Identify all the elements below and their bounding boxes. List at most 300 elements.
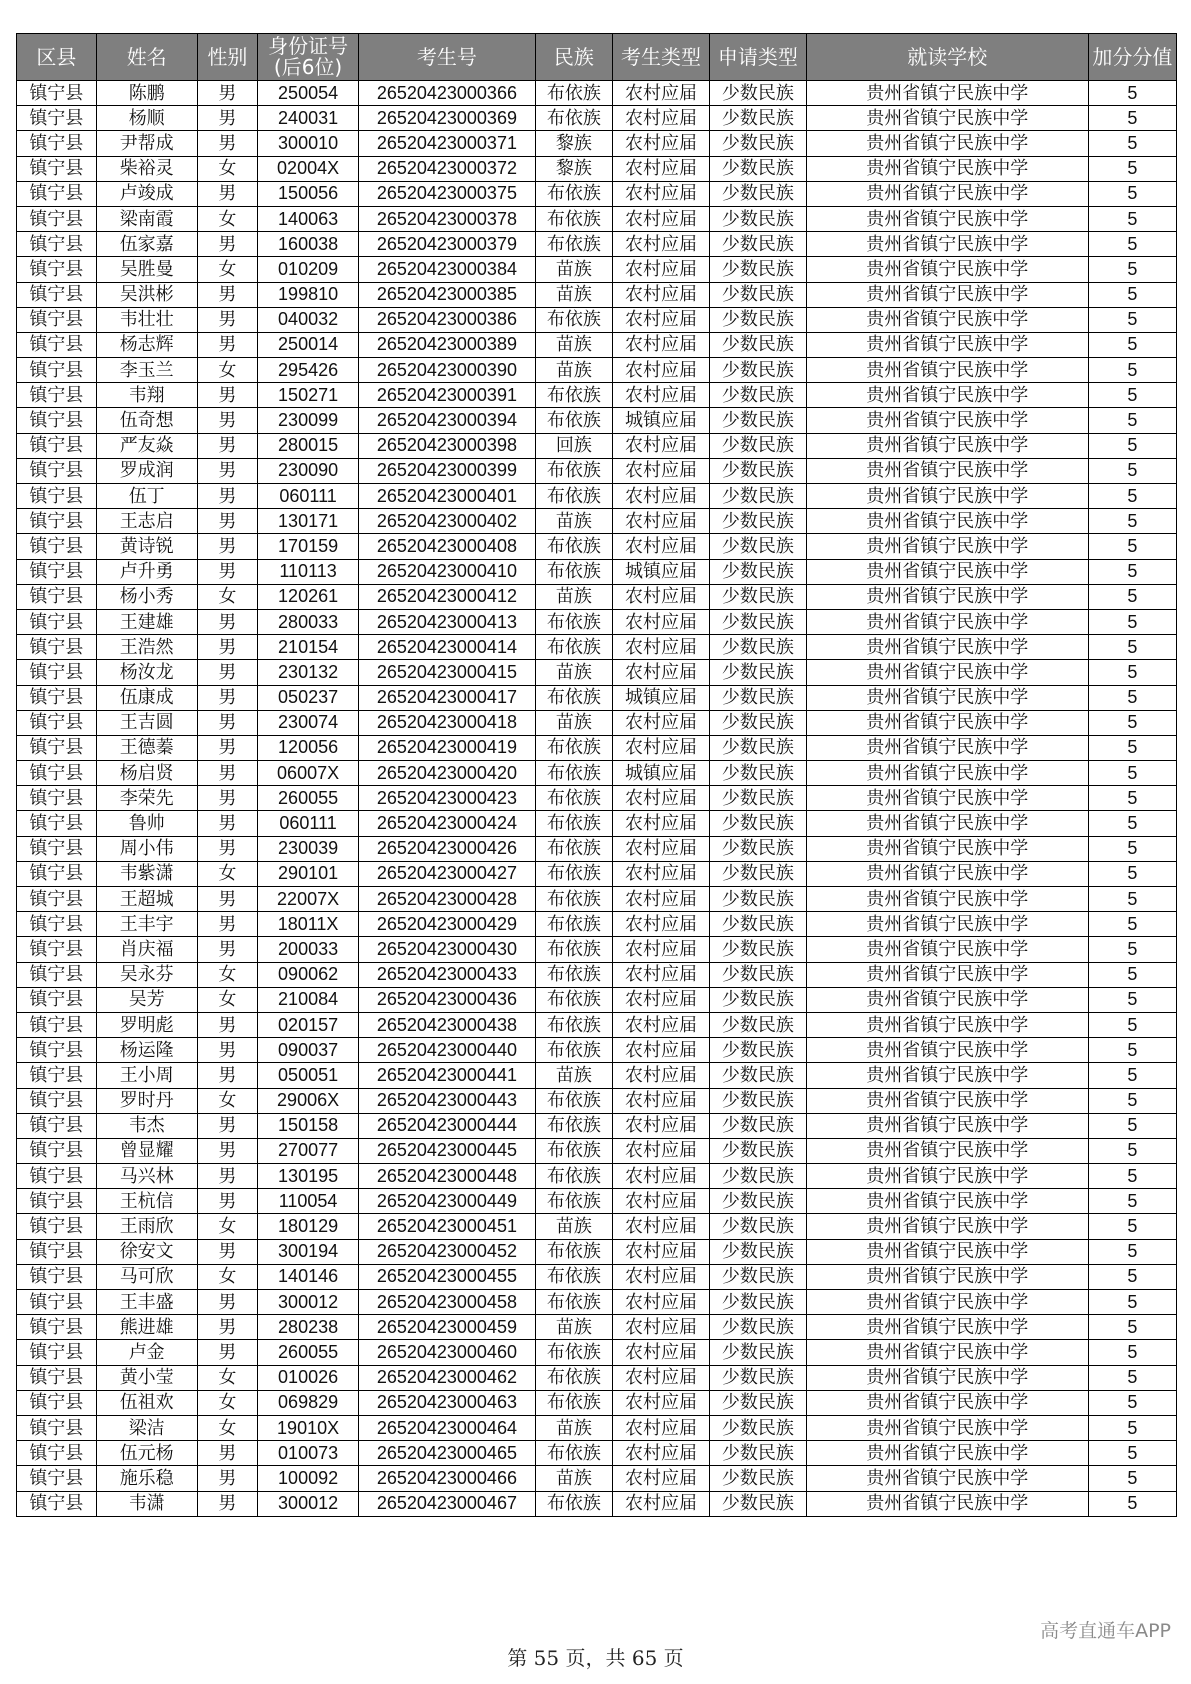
cell-county: 镇宁县 [17, 1164, 97, 1189]
cell-school: 贵州省镇宁民族中学 [806, 1088, 1088, 1113]
cell-bonus-points: 5 [1088, 1491, 1176, 1516]
cell-school: 贵州省镇宁民族中学 [806, 282, 1088, 307]
cell-ethnicity: 苗族 [535, 257, 612, 282]
cell-gender: 男 [197, 458, 257, 483]
cell-county: 镇宁县 [17, 609, 97, 634]
table-row [17, 106, 1177, 131]
cell-bonus-points: 5 [1088, 1264, 1176, 1289]
table-row [17, 181, 1177, 206]
cell-candidate-type: 农村应届 [613, 458, 710, 483]
table-row [17, 257, 1177, 282]
cell-bonus-points: 5 [1088, 1441, 1176, 1466]
cell-application-type: 少数民族 [709, 1038, 806, 1063]
cell-id-last6: 010026 [258, 1365, 359, 1390]
table-row [17, 1390, 1177, 1415]
cell-school: 贵州省镇宁民族中学 [806, 1012, 1088, 1037]
cell-ethnicity: 布依族 [535, 1038, 612, 1063]
table-row [17, 383, 1177, 408]
cell-candidate-type: 农村应届 [613, 1088, 710, 1113]
cell-id-last6: 110113 [258, 559, 359, 584]
cell-candidate-type: 农村应届 [613, 534, 710, 559]
cell-id-last6: 06007X [258, 761, 359, 786]
cell-id-last6: 230039 [258, 836, 359, 861]
cell-application-type: 少数民族 [709, 1491, 806, 1516]
cell-application-type: 少数民族 [709, 1012, 806, 1037]
cell-gender: 女 [197, 1264, 257, 1289]
cell-gender: 男 [197, 1113, 257, 1138]
cell-name: 罗明彪 [96, 1012, 197, 1037]
cell-name: 王志启 [96, 509, 197, 534]
cell-school: 贵州省镇宁民族中学 [806, 861, 1088, 886]
cell-ethnicity: 布依族 [535, 534, 612, 559]
cell-id-last6: 260055 [258, 786, 359, 811]
cell-gender: 男 [197, 660, 257, 685]
cell-id-last6: 020157 [258, 1012, 359, 1037]
cell-name: 杨顺 [96, 106, 197, 131]
cell-name: 周小伟 [96, 836, 197, 861]
cell-exam-number: 26520423000444 [359, 1113, 535, 1138]
cell-name: 马兴林 [96, 1164, 197, 1189]
cell-application-type: 少数民族 [709, 660, 806, 685]
cell-id-last6: 160038 [258, 232, 359, 257]
cell-name: 伍祖欢 [96, 1390, 197, 1415]
cell-bonus-points: 5 [1088, 1088, 1176, 1113]
cell-application-type: 少数民族 [709, 1239, 806, 1264]
table-row [17, 1189, 1177, 1214]
cell-county: 镇宁县 [17, 937, 97, 962]
cell-application-type: 少数民族 [709, 81, 806, 106]
cell-gender: 男 [197, 408, 257, 433]
document-sheet [16, 33, 1177, 1517]
cell-candidate-type: 农村应届 [613, 81, 710, 106]
table-row [17, 660, 1177, 685]
cell-id-last6: 170159 [258, 534, 359, 559]
cell-gender: 男 [197, 307, 257, 332]
cell-exam-number: 26520423000429 [359, 912, 535, 937]
cell-ethnicity: 布依族 [535, 1264, 612, 1289]
cell-ethnicity: 布依族 [535, 836, 612, 861]
cell-candidate-type: 农村应届 [613, 1264, 710, 1289]
table-row [17, 836, 1177, 861]
table-row [17, 1164, 1177, 1189]
cell-bonus-points: 5 [1088, 1340, 1176, 1365]
table-row [17, 1415, 1177, 1440]
cell-county: 镇宁县 [17, 1088, 97, 1113]
cell-id-last6: 270077 [258, 1138, 359, 1163]
cell-gender: 女 [197, 1365, 257, 1390]
cell-bonus-points: 5 [1088, 735, 1176, 760]
table-row [17, 1038, 1177, 1063]
cell-ethnicity: 苗族 [535, 1315, 612, 1340]
cell-application-type: 少数民族 [709, 1214, 806, 1239]
cell-county: 镇宁县 [17, 206, 97, 231]
cell-candidate-type: 农村应届 [613, 1214, 710, 1239]
cell-school: 贵州省镇宁民族中学 [806, 1441, 1088, 1466]
cell-ethnicity: 布依族 [535, 383, 612, 408]
table-row [17, 861, 1177, 886]
cell-ethnicity: 布依族 [535, 761, 612, 786]
cell-gender: 男 [197, 1290, 257, 1315]
cell-school: 贵州省镇宁民族中学 [806, 131, 1088, 156]
cell-id-last6: 210154 [258, 635, 359, 660]
cell-name: 伍家嘉 [96, 232, 197, 257]
cell-ethnicity: 布依族 [535, 987, 612, 1012]
cell-exam-number: 26520423000413 [359, 609, 535, 634]
cell-id-last6: 060111 [258, 484, 359, 509]
cell-candidate-type: 农村应届 [613, 1365, 710, 1390]
cell-school: 贵州省镇宁民族中学 [806, 383, 1088, 408]
cell-school: 贵州省镇宁民族中学 [806, 786, 1088, 811]
cell-gender: 男 [197, 1491, 257, 1516]
cell-exam-number: 26520423000414 [359, 635, 535, 660]
cell-ethnicity: 布依族 [535, 1138, 612, 1163]
table-row [17, 1315, 1177, 1340]
cell-ethnicity: 布依族 [535, 1390, 612, 1415]
cell-ethnicity: 布依族 [535, 81, 612, 106]
cell-county: 镇宁县 [17, 685, 97, 710]
table-row [17, 458, 1177, 483]
table-row [17, 811, 1177, 836]
cell-application-type: 少数民族 [709, 131, 806, 156]
cell-county: 镇宁县 [17, 786, 97, 811]
cell-gender: 男 [197, 1441, 257, 1466]
cell-bonus-points: 5 [1088, 307, 1176, 332]
cell-name: 吴永芬 [96, 962, 197, 987]
cell-exam-number: 26520423000386 [359, 307, 535, 332]
cell-school: 贵州省镇宁民族中学 [806, 156, 1088, 181]
cell-bonus-points: 5 [1088, 484, 1176, 509]
cell-application-type: 少数民族 [709, 735, 806, 760]
cell-exam-number: 26520423000426 [359, 836, 535, 861]
cell-candidate-type: 农村应届 [613, 786, 710, 811]
cell-id-last6: 18011X [258, 912, 359, 937]
cell-name: 王吉圆 [96, 710, 197, 735]
cell-candidate-type: 农村应届 [613, 1415, 710, 1440]
cell-county: 镇宁县 [17, 1264, 97, 1289]
cell-name: 罗时丹 [96, 1088, 197, 1113]
cell-county: 镇宁县 [17, 181, 97, 206]
cell-exam-number: 26520423000371 [359, 131, 535, 156]
cell-candidate-type: 农村应届 [613, 912, 710, 937]
cell-gender: 女 [197, 962, 257, 987]
cell-name: 马可欣 [96, 1264, 197, 1289]
cell-exam-number: 26520423000384 [359, 257, 535, 282]
cell-application-type: 少数民族 [709, 1088, 806, 1113]
cell-county: 镇宁县 [17, 458, 97, 483]
cell-school: 贵州省镇宁民族中学 [806, 433, 1088, 458]
cell-school: 贵州省镇宁民族中学 [806, 1466, 1088, 1491]
cell-application-type: 少数民族 [709, 710, 806, 735]
cell-bonus-points: 5 [1088, 937, 1176, 962]
cell-bonus-points: 5 [1088, 181, 1176, 206]
cell-county: 镇宁县 [17, 534, 97, 559]
cell-gender: 女 [197, 156, 257, 181]
table-row [17, 232, 1177, 257]
cell-candidate-type: 农村应届 [613, 1390, 710, 1415]
cell-name: 韦壮壮 [96, 307, 197, 332]
cell-school: 贵州省镇宁民族中学 [806, 1214, 1088, 1239]
cell-name: 王杭信 [96, 1189, 197, 1214]
cell-county: 镇宁县 [17, 584, 97, 609]
cell-school: 贵州省镇宁民族中学 [806, 912, 1088, 937]
cell-bonus-points: 5 [1088, 332, 1176, 357]
cell-application-type: 少数民族 [709, 962, 806, 987]
cell-exam-number: 26520423000412 [359, 584, 535, 609]
cell-id-last6: 130171 [258, 509, 359, 534]
cell-gender: 男 [197, 685, 257, 710]
cell-exam-number: 26520423000449 [359, 1189, 535, 1214]
cell-gender: 女 [197, 861, 257, 886]
cell-application-type: 少数民族 [709, 1113, 806, 1138]
cell-school: 贵州省镇宁民族中学 [806, 358, 1088, 383]
cell-exam-number: 26520423000451 [359, 1214, 535, 1239]
cell-school: 贵州省镇宁民族中学 [806, 232, 1088, 257]
cell-candidate-type: 农村应届 [613, 181, 710, 206]
cell-application-type: 少数民族 [709, 1441, 806, 1466]
cell-exam-number: 26520423000420 [359, 761, 535, 786]
cell-application-type: 少数民族 [709, 458, 806, 483]
cell-gender: 男 [197, 836, 257, 861]
cell-name: 梁洁 [96, 1415, 197, 1440]
cell-county: 镇宁县 [17, 635, 97, 660]
cell-exam-number: 26520423000462 [359, 1365, 535, 1390]
cell-county: 镇宁县 [17, 433, 97, 458]
cell-id-last6: 100092 [258, 1466, 359, 1491]
cell-exam-number: 26520423000415 [359, 660, 535, 685]
cell-ethnicity: 布依族 [535, 962, 612, 987]
cell-ethnicity: 布依族 [535, 1290, 612, 1315]
cell-school: 贵州省镇宁民族中学 [806, 761, 1088, 786]
cell-application-type: 少数民族 [709, 987, 806, 1012]
table-row [17, 1113, 1177, 1138]
cell-exam-number: 26520423000448 [359, 1164, 535, 1189]
cell-exam-number: 26520423000385 [359, 282, 535, 307]
cell-application-type: 少数民族 [709, 761, 806, 786]
cell-name: 伍康成 [96, 685, 197, 710]
cell-name: 王建雄 [96, 609, 197, 634]
table-row [17, 433, 1177, 458]
cell-ethnicity: 布依族 [535, 408, 612, 433]
cell-school: 贵州省镇宁民族中学 [806, 1038, 1088, 1063]
cell-application-type: 少数民族 [709, 1063, 806, 1088]
cell-name: 黄诗锐 [96, 534, 197, 559]
cell-exam-number: 26520423000417 [359, 685, 535, 710]
cell-candidate-type: 农村应届 [613, 887, 710, 912]
cell-candidate-type: 农村应届 [613, 1466, 710, 1491]
table-row [17, 509, 1177, 534]
cell-county: 镇宁县 [17, 887, 97, 912]
cell-id-last6: 280238 [258, 1315, 359, 1340]
cell-application-type: 少数民族 [709, 912, 806, 937]
cell-exam-number: 26520423000465 [359, 1441, 535, 1466]
cell-bonus-points: 5 [1088, 1012, 1176, 1037]
cell-name: 李玉兰 [96, 358, 197, 383]
cell-exam-number: 26520423000401 [359, 484, 535, 509]
cell-county: 镇宁县 [17, 484, 97, 509]
cell-exam-number: 26520423000441 [359, 1063, 535, 1088]
cell-ethnicity: 黎族 [535, 131, 612, 156]
cell-exam-number: 26520423000399 [359, 458, 535, 483]
cell-school: 贵州省镇宁民族中学 [806, 1264, 1088, 1289]
cell-ethnicity: 布依族 [535, 685, 612, 710]
table-row [17, 1441, 1177, 1466]
cell-application-type: 少数民族 [709, 1189, 806, 1214]
cell-name: 王超城 [96, 887, 197, 912]
cell-county: 镇宁县 [17, 660, 97, 685]
cell-application-type: 少数民族 [709, 534, 806, 559]
cell-ethnicity: 苗族 [535, 358, 612, 383]
cell-exam-number: 26520423000436 [359, 987, 535, 1012]
cell-application-type: 少数民族 [709, 1315, 806, 1340]
cell-application-type: 少数民族 [709, 635, 806, 660]
table-row [17, 1340, 1177, 1365]
cell-school: 贵州省镇宁民族中学 [806, 1290, 1088, 1315]
cell-county: 镇宁县 [17, 1189, 97, 1214]
cell-school: 贵州省镇宁民族中学 [806, 811, 1088, 836]
cell-county: 镇宁县 [17, 912, 97, 937]
cell-candidate-type: 农村应届 [613, 257, 710, 282]
cell-school: 贵州省镇宁民族中学 [806, 1365, 1088, 1390]
cell-ethnicity: 布依族 [535, 1164, 612, 1189]
cell-school: 贵州省镇宁民族中学 [806, 1315, 1088, 1340]
cell-application-type: 少数民族 [709, 786, 806, 811]
cell-name: 韦潇 [96, 1491, 197, 1516]
cell-bonus-points: 5 [1088, 811, 1176, 836]
cell-ethnicity: 布依族 [535, 609, 612, 634]
cell-name: 卢升勇 [96, 559, 197, 584]
cell-bonus-points: 5 [1088, 635, 1176, 660]
cell-candidate-type: 农村应届 [613, 584, 710, 609]
cell-bonus-points: 5 [1088, 358, 1176, 383]
cell-exam-number: 26520423000438 [359, 1012, 535, 1037]
cell-id-last6: 050237 [258, 685, 359, 710]
cell-county: 镇宁县 [17, 81, 97, 106]
cell-bonus-points: 5 [1088, 206, 1176, 231]
cell-ethnicity: 布依族 [535, 1113, 612, 1138]
cell-id-last6: 300194 [258, 1239, 359, 1264]
cell-exam-number: 26520423000390 [359, 358, 535, 383]
table-row [17, 912, 1177, 937]
cell-name: 吴芳 [96, 987, 197, 1012]
cell-ethnicity: 布依族 [535, 307, 612, 332]
cell-candidate-type: 农村应届 [613, 131, 710, 156]
cell-id-last6: 260055 [258, 1340, 359, 1365]
cell-candidate-type: 农村应届 [613, 710, 710, 735]
cell-gender: 男 [197, 1340, 257, 1365]
cell-bonus-points: 5 [1088, 509, 1176, 534]
cell-application-type: 少数民族 [709, 408, 806, 433]
cell-county: 镇宁县 [17, 1415, 97, 1440]
cell-exam-number: 26520423000419 [359, 735, 535, 760]
cell-exam-number: 26520423000378 [359, 206, 535, 231]
cell-id-last6: 010073 [258, 1441, 359, 1466]
cell-bonus-points: 5 [1088, 458, 1176, 483]
cell-ethnicity: 苗族 [535, 584, 612, 609]
cell-id-last6: 300010 [258, 131, 359, 156]
cell-school: 贵州省镇宁民族中学 [806, 1138, 1088, 1163]
cell-gender: 男 [197, 106, 257, 131]
cell-application-type: 少数民族 [709, 559, 806, 584]
cell-name: 杨志辉 [96, 332, 197, 357]
cell-bonus-points: 5 [1088, 1365, 1176, 1390]
cell-candidate-type: 农村应届 [613, 484, 710, 509]
cell-school: 贵州省镇宁民族中学 [806, 1491, 1088, 1516]
cell-candidate-type: 农村应届 [613, 156, 710, 181]
cell-ethnicity: 布依族 [535, 887, 612, 912]
cell-bonus-points: 5 [1088, 1214, 1176, 1239]
cell-exam-number: 26520423000433 [359, 962, 535, 987]
cell-county: 镇宁县 [17, 1290, 97, 1315]
cell-exam-number: 26520423000369 [359, 106, 535, 131]
cell-candidate-type: 农村应届 [613, 1038, 710, 1063]
cell-name: 徐安文 [96, 1239, 197, 1264]
cell-county: 镇宁县 [17, 987, 97, 1012]
cell-gender: 男 [197, 433, 257, 458]
cell-school: 贵州省镇宁民族中学 [806, 484, 1088, 509]
cell-county: 镇宁县 [17, 1113, 97, 1138]
cell-application-type: 少数民族 [709, 609, 806, 634]
table-row [17, 635, 1177, 660]
cell-gender: 男 [197, 282, 257, 307]
cell-id-last6: 040032 [258, 307, 359, 332]
cell-candidate-type: 农村应届 [613, 206, 710, 231]
cell-ethnicity: 苗族 [535, 1214, 612, 1239]
cell-candidate-type: 农村应届 [613, 1164, 710, 1189]
cell-ethnicity: 布依族 [535, 106, 612, 131]
cell-id-last6: 199810 [258, 282, 359, 307]
cell-application-type: 少数民族 [709, 836, 806, 861]
table-row [17, 609, 1177, 634]
cell-gender: 男 [197, 1012, 257, 1037]
cell-exam-number: 26520423000455 [359, 1264, 535, 1289]
cell-candidate-type: 农村应届 [613, 1315, 710, 1340]
cell-gender: 男 [197, 1164, 257, 1189]
cell-ethnicity: 苗族 [535, 660, 612, 685]
cell-candidate-type: 农村应届 [613, 937, 710, 962]
cell-county: 镇宁县 [17, 232, 97, 257]
cell-name: 韦翔 [96, 383, 197, 408]
cell-application-type: 少数民族 [709, 181, 806, 206]
cell-application-type: 少数民族 [709, 1264, 806, 1289]
cell-candidate-type: 农村应届 [613, 735, 710, 760]
cell-bonus-points: 5 [1088, 1415, 1176, 1440]
cell-application-type: 少数民族 [709, 1466, 806, 1491]
cell-gender: 男 [197, 1315, 257, 1340]
cell-county: 镇宁县 [17, 1340, 97, 1365]
cell-bonus-points: 5 [1088, 1164, 1176, 1189]
cell-school: 贵州省镇宁民族中学 [806, 1113, 1088, 1138]
cell-bonus-points: 5 [1088, 1466, 1176, 1491]
cell-county: 镇宁县 [17, 307, 97, 332]
cell-school: 贵州省镇宁民族中学 [806, 408, 1088, 433]
cell-exam-number: 26520423000460 [359, 1340, 535, 1365]
cell-candidate-type: 农村应届 [613, 987, 710, 1012]
cell-gender: 女 [197, 358, 257, 383]
cell-ethnicity: 布依族 [535, 458, 612, 483]
cell-bonus-points: 5 [1088, 433, 1176, 458]
cell-candidate-type: 农村应届 [613, 1189, 710, 1214]
cell-county: 镇宁县 [17, 811, 97, 836]
cell-gender: 男 [197, 635, 257, 660]
cell-gender: 男 [197, 786, 257, 811]
cell-bonus-points: 5 [1088, 1189, 1176, 1214]
table-row [17, 1088, 1177, 1113]
cell-school: 贵州省镇宁民族中学 [806, 257, 1088, 282]
cell-ethnicity: 苗族 [535, 1466, 612, 1491]
cell-id-last6: 050051 [258, 1063, 359, 1088]
table-row [17, 1290, 1177, 1315]
cell-application-type: 少数民族 [709, 106, 806, 131]
